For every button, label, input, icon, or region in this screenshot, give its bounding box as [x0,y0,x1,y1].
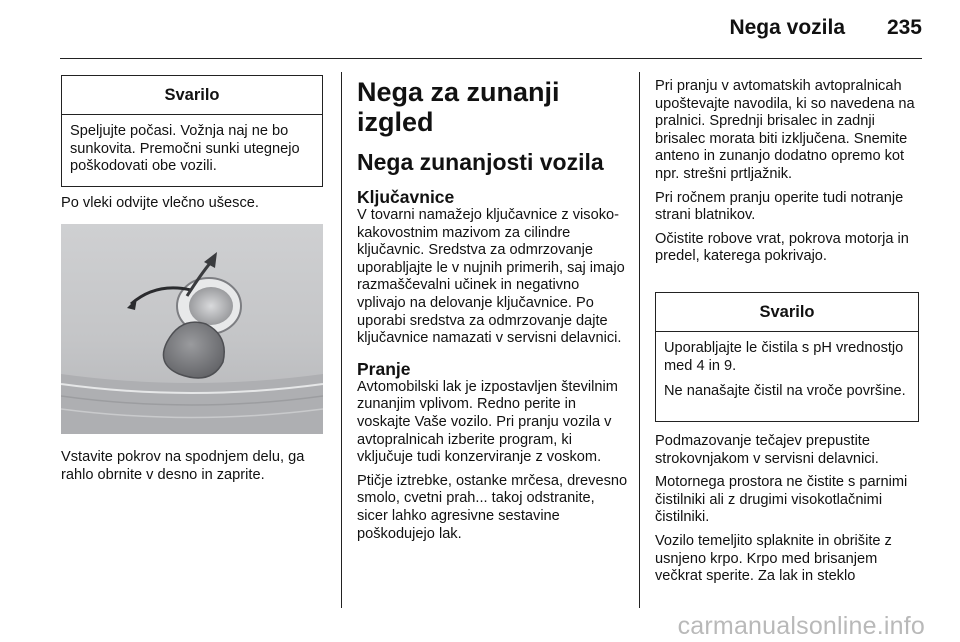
subsection-heading-locks: Ključavnice [357,187,455,207]
warning-text-ph: Uporabljajte le čistila s pH vrednostjo med 4 in 9. [664,340,904,374]
column-divider-right [639,72,640,608]
door-edge-instructions: Očistite robove vrat, pokrova motorja in predel, katerega pokrivajo. [655,230,909,265]
car-wash-instructions: Pri pranju v avtomatskih avtopralnicah upoštevajte navodila, ki so navedena na pralnici. Sprednji brisalec in zadnji brisalec morata biti izključena. Snemite anteno in zunanjo dodatno opremo kot npr. strešni prtljažnik. [655,78,915,182]
hinge-lubrication-text: Podmazovanje tečajev prepustite strokovnjakom v servisni delavnici. [655,433,879,467]
engine-cleaning-text: Motornega prostora ne čistite s parnimi čistilniki ali z drugimi visokotlačnimi čistilniki. [655,474,908,526]
subsection-heading-washing: Pranje [357,358,411,379]
warning-text: Speljujte počasi. Vožnja naj ne bo sunkovita. Premočni sunki utegnejo poškodovati obe vozili. [70,123,300,175]
tow-eye-cover-photo [61,224,323,434]
hand-wash-instructions: Pri ročnem pranju operite tudi notranje strani blatnikov. [655,189,904,224]
page-number: 235 [886,16,922,39]
warning-text-hot: Ne nanašajte čistil na vroče površine. [664,383,906,400]
locks-text: V tovarni namažejo ključavnice z visoko-kakovostnim mazivom za cilindre ključavnic. Sredstva za odmrzovanje uporabljajte le v nujnih primerih, saj imajo razmaščevalni učinek in negativno vplivajo na delovanje ključavnice. Po uporabi sredstva za odmrzovanje dajte ključavnice namazati v servisni delavnici. [357,207,625,347]
rinse-dry-text: Vozilo temeljito splaknite in obrišite z usnjeno krpo. Krpo med brisanjem večkrat sperite. Za lak in steklo [655,532,892,585]
chapter-heading: Nega za zunanji izgled [357,77,560,137]
column-divider-left [341,72,342,608]
section-heading: Nega zunanjosti vozila [357,149,604,175]
warning-box-towing [61,75,323,187]
washing-text-1: Avtomobilski lak je izpostavljen številnim zunanjim vplivom. Redno perite in voskajte Vaše vozilo. Pri pranju vozila v avtopralnicah izberite program, ki vključuje tudi konzerviranje z voskom. [357,378,618,466]
warning-title: Svarilo [656,293,918,332]
right-column [655,78,925,266]
right-column-lower [655,433,927,586]
site-watermark: carmanualsonline.info [677,612,925,640]
washing-text-2: Ptičje iztrebke, ostanke mrčesa, drevesno smolo, cvetni prah... takoj odstranite, sicer lahko agresivne sestavine poškodujejo lak. [357,472,628,542]
middle-column [357,77,629,543]
tow-eye-instruction: Po vleki odvijte vlečno ušesce. [61,195,259,211]
warning-title: Svarilo [62,76,322,115]
header-divider [60,58,922,59]
photo-caption: Vstavite pokrov na spodnjem delu, ga rahlo obrnite v desno in zaprite. [61,449,305,483]
warning-box-cleaning [655,292,919,422]
running-header-title: Nega vozila [729,16,845,39]
